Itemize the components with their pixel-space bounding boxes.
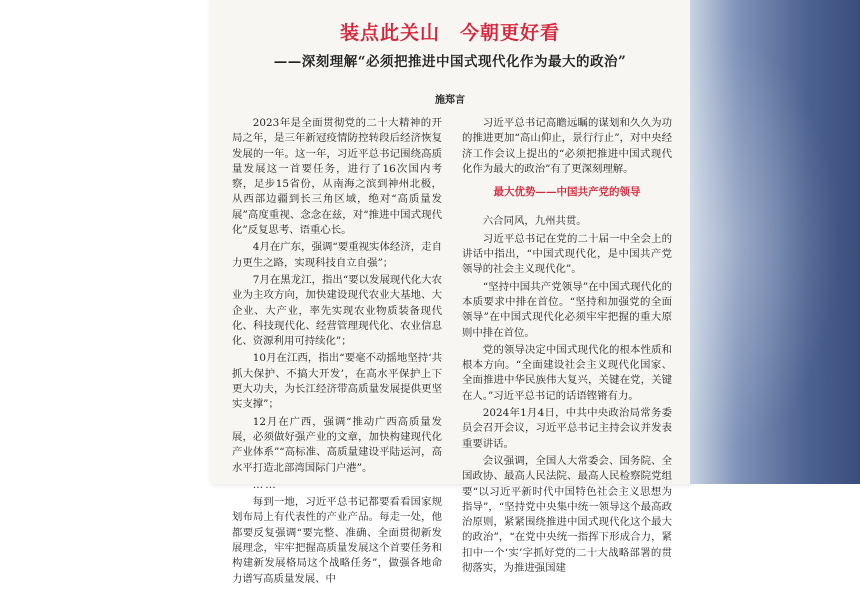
right-background [690, 0, 860, 484]
article-title: 装点此关山 今朝更好看 [339, 22, 560, 44]
left-text-column [232, 116, 442, 589]
paragraph: 12月在广西，强调“推动广西高质量发展，必须做好强产业的文章，加快构建现代化产业体系”“高标准、高质量建设平陆运河，高水平打造北部湾国际门户港”。 [232, 415, 442, 474]
section-heading: 最大优势——中国共产党的领导 [493, 186, 641, 199]
article-subtitle: ——深刻理解“必须把推进中国式现代化作为最大的政治” [273, 54, 627, 70]
paragraph: “坚持中国共产党领导”在中国式现代化的本质要求中排在首位。“坚持和加强党的全面领导”在中国式现代化必须牢牢把握的重大原则中排在首位。 [462, 280, 672, 339]
paragraph: 7月在黑龙江，指出“要以发展现代化大农业为主攻方向，加快建设现代农业大基地、大企业、大产业，率先实现农业物质装备现代化、科技现代化、经营管理现代化、农业信息化、资源利用可持续化”； [232, 273, 442, 348]
paragraph: 党的领导决定中国式现代化的根本性质和根本方向。“全面建设社会主义现代化国家、全面推进中华民族伟大复兴，关键在党，关键在人。”习近平总书记的话语铿锵有力。 [462, 343, 672, 402]
paragraph: 2024年1月4日，中共中央政治局常务委员会召开会议，习近平总书记主持会议并发表重要讲话。 [462, 407, 672, 450]
right-text-column [462, 116, 672, 578]
paragraph: 六合同风，九州共贯。 [482, 215, 587, 228]
paragraph: 2023年是全面贯彻党的二十大精神的开局之年，是三年新冠疫情防控转段后经济恢复发展的一年。这一年，习近平总书记围绕高质量发展这一首要任务，进行了16次国内考察，足步15省份，从南海之滨到神州北极，从西部边疆到长三角区域，绝对“高质量发展”高度重视、念念在兹，对“推进中国式现代化”反复思考、语重心长。 [232, 117, 442, 237]
paragraph: 4月在广东，强调“要重视实体经济，走自力更生之路，实现科技自立自强”； [232, 241, 442, 269]
left-background [0, 0, 210, 484]
paragraph: 会议强调，全国人大常委会、国务院、全国政协、最高人民法院、最高人民检察院党组要“以习近平新时代中国特色社会主义思想为指导”，“坚持党中央集中统一领导这个最高政治原则，紧紧围绕推进中国式现代化这个最大的政治”，“在党中央统一指挥下形成合力，紧扣中一个‘实’字抓好党的二十大战略部署的贯彻落实，为推进强国建 [462, 454, 672, 575]
paragraph: 每到一地，习近平总书记都要看看国家规划布局上有代表性的产业产品。每走一处，他都要反复强调“要完整、准确、全面贯彻新发展理念，牢牢把握高质量发展这个首要任务和构建新发展格局这个战略任务”，做强各地命力谱写高质量发展、中 [232, 496, 442, 585]
document-page [210, 0, 690, 585]
ellipsis-paragraph: …… [252, 478, 278, 491]
paragraph: 习近平总书记在党的二十届一中全会上的讲话中指出，“中国式现代化，是中国共产党领导的社会主义现代化”。 [462, 232, 672, 276]
paragraph: 10月在江西，指出“要毫不动摇地坚持‘共抓大保护、不搞大开发’，在高水平保护上下更大功夫，为长江经济带高质量发展提供更坚实支撑”； [232, 352, 442, 411]
article-author: 施郑言 [435, 95, 465, 106]
paragraph: 习近平总书记高瞻远瞩的谋划和久久为功的推进更加“高山仰止，景行行止”，对中央经济工作会议上提出的“必须把推进中国式现代化作为最大的政治”有了更深刻理解。 [462, 117, 672, 175]
